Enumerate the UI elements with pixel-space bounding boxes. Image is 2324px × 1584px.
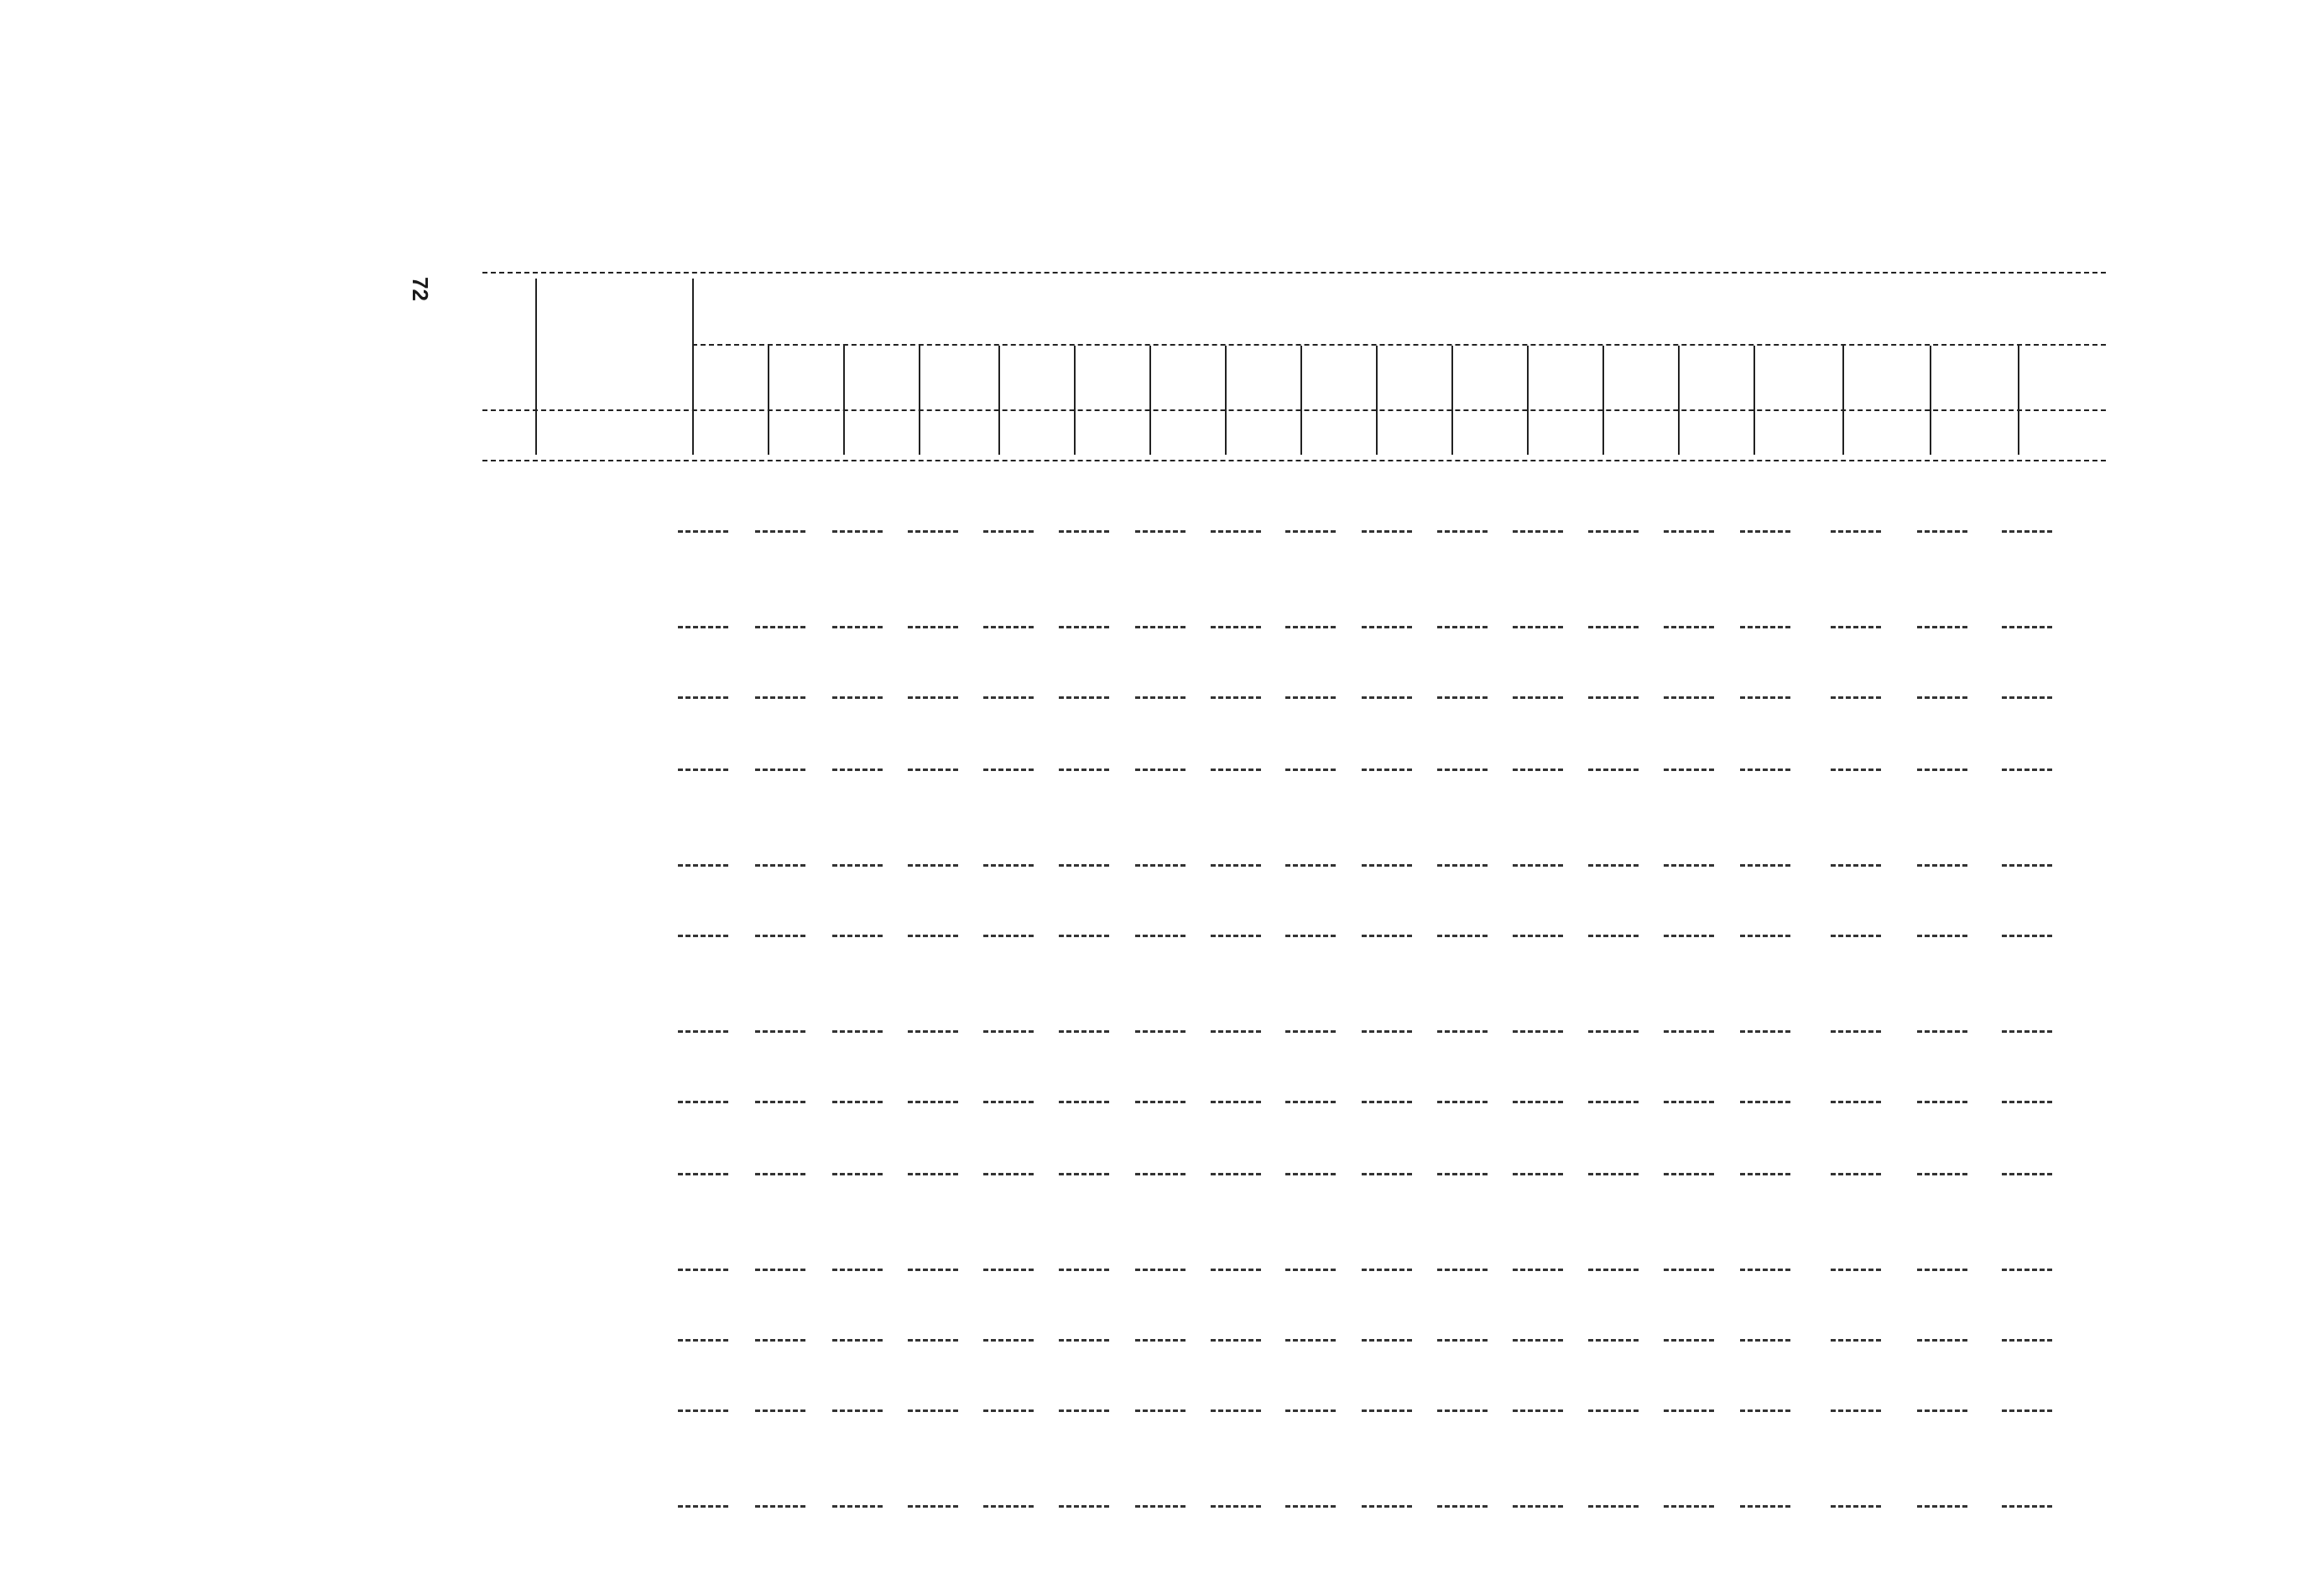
column-divider bbox=[535, 279, 537, 455]
fraction-bar bbox=[1588, 1101, 1639, 1103]
fraction-bar bbox=[1513, 935, 1563, 937]
fraction-bar bbox=[755, 1269, 805, 1271]
fraction-bar bbox=[832, 864, 883, 867]
fraction-bar bbox=[1740, 1269, 1790, 1271]
fraction-bar bbox=[1588, 864, 1639, 867]
fraction-bar bbox=[1740, 1339, 1790, 1342]
fraction-bar bbox=[1059, 696, 1109, 699]
fraction-bar bbox=[983, 696, 1034, 699]
fraction-bar bbox=[983, 1339, 1034, 1342]
fraction-bar bbox=[1588, 1339, 1639, 1342]
fraction-bar bbox=[1740, 530, 1790, 533]
fraction-bar bbox=[1362, 1339, 1412, 1342]
fraction-bar bbox=[678, 1505, 728, 1508]
fraction-bar bbox=[678, 935, 728, 937]
fraction-bar bbox=[1740, 1409, 1790, 1412]
fraction-bar bbox=[1917, 1173, 1967, 1175]
fraction-bar bbox=[1831, 935, 1881, 937]
fraction-bar bbox=[1059, 1030, 1109, 1033]
fraction-bar bbox=[908, 1101, 958, 1103]
fraction-bar bbox=[1513, 1030, 1563, 1033]
table-rule bbox=[482, 409, 2106, 411]
fraction-bar bbox=[1135, 864, 1185, 867]
fraction-bar bbox=[1740, 935, 1790, 937]
fraction-bar bbox=[1362, 1101, 1412, 1103]
fraction-bar bbox=[2002, 1339, 2052, 1342]
fraction-bar bbox=[1831, 1339, 1881, 1342]
fraction-bar bbox=[678, 1409, 728, 1412]
fraction-bar bbox=[1059, 626, 1109, 628]
fraction-bar bbox=[678, 1173, 728, 1175]
fraction-bar bbox=[983, 530, 1034, 533]
fraction-bar bbox=[1917, 1101, 1967, 1103]
column-divider bbox=[919, 346, 920, 455]
fraction-bar bbox=[1917, 935, 1967, 937]
fraction-bar bbox=[2002, 530, 2052, 533]
fraction-bar bbox=[2002, 1409, 2052, 1412]
fraction-bar bbox=[1917, 1409, 1967, 1412]
fraction-bar bbox=[1059, 1173, 1109, 1175]
fraction-bar bbox=[1135, 1101, 1185, 1103]
fraction-bar bbox=[1285, 1173, 1336, 1175]
fraction-bar bbox=[1831, 696, 1881, 699]
fraction-bar bbox=[1135, 530, 1185, 533]
fraction-bar bbox=[2002, 626, 2052, 628]
fraction-bar bbox=[1211, 530, 1261, 533]
fraction-bar bbox=[1664, 530, 1714, 533]
fraction-bar bbox=[983, 1269, 1034, 1271]
fraction-bar bbox=[755, 626, 805, 628]
fraction-bar bbox=[983, 626, 1034, 628]
fraction-bar bbox=[983, 864, 1034, 867]
table-rule bbox=[482, 272, 2106, 274]
fraction-bar bbox=[1437, 530, 1488, 533]
column-divider bbox=[1074, 346, 1076, 455]
fraction-bar bbox=[678, 696, 728, 699]
fraction-bar bbox=[1059, 864, 1109, 867]
fraction-bar bbox=[1059, 769, 1109, 771]
fraction-bar bbox=[832, 1269, 883, 1271]
fraction-bar bbox=[1211, 626, 1261, 628]
fraction-bar bbox=[908, 1505, 958, 1508]
fraction-bar bbox=[1362, 769, 1412, 771]
fraction-bar bbox=[1740, 1505, 1790, 1508]
fraction-bar bbox=[1831, 769, 1881, 771]
fraction-bar bbox=[1285, 1101, 1336, 1103]
column-divider bbox=[1149, 346, 1151, 455]
fraction-bar bbox=[1211, 1269, 1261, 1271]
fraction-bar bbox=[832, 696, 883, 699]
fraction-bar bbox=[2002, 1173, 2052, 1175]
fraction-bar bbox=[832, 1101, 883, 1103]
fraction-bar bbox=[1917, 626, 1967, 628]
fraction-bar bbox=[1437, 769, 1488, 771]
fraction-bar bbox=[1831, 626, 1881, 628]
fraction-bar bbox=[832, 935, 883, 937]
fraction-bar bbox=[1740, 864, 1790, 867]
fraction-bar bbox=[1588, 1269, 1639, 1271]
fraction-bar bbox=[832, 1339, 883, 1342]
fraction-bar bbox=[1362, 1030, 1412, 1033]
fraction-bar bbox=[1211, 1101, 1261, 1103]
fraction-bar bbox=[1362, 1409, 1412, 1412]
fraction-bar bbox=[908, 1030, 958, 1033]
fraction-bar bbox=[1211, 1173, 1261, 1175]
fraction-bar bbox=[1285, 1505, 1336, 1508]
fraction-bar bbox=[2002, 1505, 2052, 1508]
fraction-bar bbox=[1588, 530, 1639, 533]
fraction-bar bbox=[1059, 1339, 1109, 1342]
fraction-bar bbox=[1664, 864, 1714, 867]
column-divider bbox=[1527, 346, 1529, 455]
fraction-bar bbox=[1588, 1030, 1639, 1033]
fraction-bar bbox=[1285, 1339, 1336, 1342]
fraction-bar bbox=[908, 626, 958, 628]
fraction-bar bbox=[983, 935, 1034, 937]
table-rule bbox=[692, 344, 2106, 346]
fraction-bar bbox=[755, 769, 805, 771]
column-divider bbox=[1753, 346, 1755, 455]
fraction-bar bbox=[1135, 935, 1185, 937]
fraction-bar bbox=[1513, 530, 1563, 533]
fraction-bar bbox=[1588, 626, 1639, 628]
fraction-bar bbox=[755, 864, 805, 867]
column-divider bbox=[1678, 346, 1680, 455]
fraction-bar bbox=[1831, 1505, 1881, 1508]
fraction-bar bbox=[1362, 626, 1412, 628]
fraction-bar bbox=[1664, 1173, 1714, 1175]
fraction-bar bbox=[1513, 1339, 1563, 1342]
fraction-bar bbox=[1211, 696, 1261, 699]
fraction-bar bbox=[908, 1409, 958, 1412]
fraction-bar bbox=[678, 864, 728, 867]
fraction-bar bbox=[1513, 1173, 1563, 1175]
fraction-bar bbox=[1211, 769, 1261, 771]
fraction-bar bbox=[1740, 1101, 1790, 1103]
fraction-bar bbox=[908, 1269, 958, 1271]
fraction-bar bbox=[1588, 935, 1639, 937]
fraction-bar bbox=[1211, 864, 1261, 867]
fraction-bar bbox=[1740, 1030, 1790, 1033]
column-divider bbox=[1451, 346, 1453, 455]
fraction-bar bbox=[1211, 1339, 1261, 1342]
fraction-bar bbox=[1437, 1339, 1488, 1342]
fraction-bar bbox=[1831, 1269, 1881, 1271]
fraction-bar bbox=[1285, 864, 1336, 867]
fraction-bar bbox=[1362, 864, 1412, 867]
fraction-bar bbox=[983, 1173, 1034, 1175]
fraction-bar bbox=[1664, 1269, 1714, 1271]
fraction-bar bbox=[678, 769, 728, 771]
fraction-bar bbox=[1740, 696, 1790, 699]
fraction-bar bbox=[1917, 696, 1967, 699]
fraction-bar bbox=[1513, 1269, 1563, 1271]
fraction-bar bbox=[1285, 530, 1336, 533]
fraction-bar bbox=[1664, 1030, 1714, 1033]
fraction-bar bbox=[908, 1339, 958, 1342]
fraction-bar bbox=[983, 1409, 1034, 1412]
fraction-bar bbox=[1362, 1505, 1412, 1508]
fraction-bar bbox=[832, 1409, 883, 1412]
fraction-bar bbox=[1211, 935, 1261, 937]
fraction-bar bbox=[1437, 1173, 1488, 1175]
fraction-bar bbox=[1135, 1269, 1185, 1271]
fraction-bar bbox=[1831, 530, 1881, 533]
column-divider bbox=[692, 279, 694, 455]
fraction-bar bbox=[1740, 769, 1790, 771]
fraction-bar bbox=[1588, 696, 1639, 699]
fraction-bar bbox=[1362, 935, 1412, 937]
fraction-bar bbox=[755, 935, 805, 937]
fraction-bar bbox=[908, 1173, 958, 1175]
table-rule bbox=[482, 460, 2106, 461]
fraction-bar bbox=[1437, 935, 1488, 937]
fraction-bar bbox=[1285, 769, 1336, 771]
fraction-bar bbox=[1588, 1173, 1639, 1175]
fraction-bar bbox=[1135, 1339, 1185, 1342]
fraction-bar bbox=[2002, 696, 2052, 699]
column-divider bbox=[1602, 346, 1604, 455]
fraction-bar bbox=[678, 1101, 728, 1103]
fraction-bar bbox=[1135, 1409, 1185, 1412]
fraction-bar bbox=[1917, 1339, 1967, 1342]
fraction-bar bbox=[1362, 696, 1412, 699]
fraction-bar bbox=[983, 1030, 1034, 1033]
fraction-bar bbox=[2002, 1030, 2052, 1033]
fraction-bar bbox=[832, 1030, 883, 1033]
fraction-bar bbox=[1211, 1409, 1261, 1412]
fraction-bar bbox=[1437, 1505, 1488, 1508]
fraction-bar bbox=[983, 1101, 1034, 1103]
fraction-bar bbox=[1059, 1505, 1109, 1508]
page-number: 72 bbox=[408, 277, 433, 301]
fraction-bar bbox=[1437, 1409, 1488, 1412]
fraction-bar bbox=[1917, 1505, 1967, 1508]
column-divider bbox=[1842, 346, 1844, 455]
fraction-bar bbox=[2002, 769, 2052, 771]
fraction-bar bbox=[1664, 1101, 1714, 1103]
fraction-bar bbox=[1513, 626, 1563, 628]
fraction-bar bbox=[1437, 1030, 1488, 1033]
fraction-bar bbox=[1513, 696, 1563, 699]
fraction-bar bbox=[1513, 1409, 1563, 1412]
fraction-bar bbox=[1211, 1505, 1261, 1508]
fraction-bar bbox=[2002, 864, 2052, 867]
fraction-bar bbox=[755, 696, 805, 699]
fraction-bar bbox=[1362, 530, 1412, 533]
fraction-bar bbox=[1588, 1505, 1639, 1508]
fraction-bar bbox=[1831, 1101, 1881, 1103]
fraction-bar bbox=[1059, 1409, 1109, 1412]
fraction-bar bbox=[678, 626, 728, 628]
fraction-bar bbox=[1437, 696, 1488, 699]
column-divider bbox=[1376, 346, 1378, 455]
fraction-bar bbox=[832, 1173, 883, 1175]
fraction-bar bbox=[1437, 626, 1488, 628]
fraction-bar bbox=[1285, 696, 1336, 699]
fraction-bar bbox=[1588, 1409, 1639, 1412]
fraction-bar bbox=[908, 530, 958, 533]
fraction-bar bbox=[2002, 935, 2052, 937]
fraction-bar bbox=[755, 530, 805, 533]
fraction-bar bbox=[1664, 1409, 1714, 1412]
fraction-bar bbox=[1135, 1173, 1185, 1175]
fraction-bar bbox=[1059, 530, 1109, 533]
fraction-bar bbox=[678, 530, 728, 533]
fraction-bar bbox=[1135, 696, 1185, 699]
column-divider bbox=[2018, 346, 2019, 455]
fraction-bar bbox=[1917, 1269, 1967, 1271]
fraction-bar bbox=[1437, 1101, 1488, 1103]
fraction-bar bbox=[1513, 1505, 1563, 1508]
fraction-bar bbox=[1740, 626, 1790, 628]
fraction-bar bbox=[1917, 864, 1967, 867]
fraction-bar bbox=[1831, 864, 1881, 867]
fraction-bar bbox=[678, 1030, 728, 1033]
fraction-bar bbox=[1513, 864, 1563, 867]
fraction-bar bbox=[1664, 1339, 1714, 1342]
fraction-bar bbox=[678, 1269, 728, 1271]
fraction-bar bbox=[832, 626, 883, 628]
fraction-bar bbox=[755, 1173, 805, 1175]
fraction-bar bbox=[1059, 935, 1109, 937]
fraction-bar bbox=[1285, 1030, 1336, 1033]
fraction-bar bbox=[755, 1409, 805, 1412]
fraction-bar bbox=[1211, 1030, 1261, 1033]
fraction-bar bbox=[1285, 1409, 1336, 1412]
fraction-bar bbox=[983, 769, 1034, 771]
fraction-bar bbox=[755, 1505, 805, 1508]
fraction-bar bbox=[1059, 1269, 1109, 1271]
fraction-bar bbox=[1917, 769, 1967, 771]
fraction-bar bbox=[2002, 1269, 2052, 1271]
fraction-bar bbox=[1285, 626, 1336, 628]
column-divider bbox=[843, 346, 845, 455]
column-divider bbox=[1225, 346, 1227, 455]
fraction-bar bbox=[908, 864, 958, 867]
fraction-bar bbox=[1831, 1030, 1881, 1033]
column-divider bbox=[998, 346, 1000, 455]
column-divider bbox=[1300, 346, 1302, 455]
column-divider bbox=[768, 346, 769, 455]
fraction-bar bbox=[832, 530, 883, 533]
fraction-bar bbox=[908, 696, 958, 699]
fraction-bar bbox=[1513, 1101, 1563, 1103]
fraction-bar bbox=[1135, 626, 1185, 628]
fraction-bar bbox=[908, 935, 958, 937]
fraction-bar bbox=[1664, 935, 1714, 937]
fraction-bar bbox=[1437, 864, 1488, 867]
fraction-bar bbox=[1664, 626, 1714, 628]
fraction-bar bbox=[755, 1030, 805, 1033]
fraction-bar bbox=[832, 1505, 883, 1508]
fraction-bar bbox=[1362, 1173, 1412, 1175]
fraction-bar bbox=[1917, 1030, 1967, 1033]
fraction-bar bbox=[678, 1339, 728, 1342]
fraction-bar bbox=[1917, 530, 1967, 533]
fraction-bar bbox=[1831, 1409, 1881, 1412]
fraction-bar bbox=[1059, 1101, 1109, 1103]
fraction-bar bbox=[1831, 1173, 1881, 1175]
fraction-bar bbox=[1135, 769, 1185, 771]
fraction-bar bbox=[755, 1101, 805, 1103]
fraction-bar bbox=[1664, 696, 1714, 699]
fraction-bar bbox=[1437, 1269, 1488, 1271]
fraction-bar bbox=[1513, 769, 1563, 771]
column-divider bbox=[1930, 346, 1931, 455]
fraction-bar bbox=[1664, 769, 1714, 771]
fraction-bar bbox=[1285, 935, 1336, 937]
fraction-bar bbox=[832, 769, 883, 771]
fraction-bar bbox=[908, 769, 958, 771]
fraction-bar bbox=[1135, 1505, 1185, 1508]
fraction-bar bbox=[983, 1505, 1034, 1508]
fraction-bar bbox=[1740, 1173, 1790, 1175]
fraction-bar bbox=[755, 1339, 805, 1342]
fraction-bar bbox=[2002, 1101, 2052, 1103]
fraction-bar bbox=[1285, 1269, 1336, 1271]
fraction-bar bbox=[1664, 1505, 1714, 1508]
fraction-bar bbox=[1362, 1269, 1412, 1271]
fraction-bar bbox=[1588, 769, 1639, 771]
fraction-bar bbox=[1135, 1030, 1185, 1033]
